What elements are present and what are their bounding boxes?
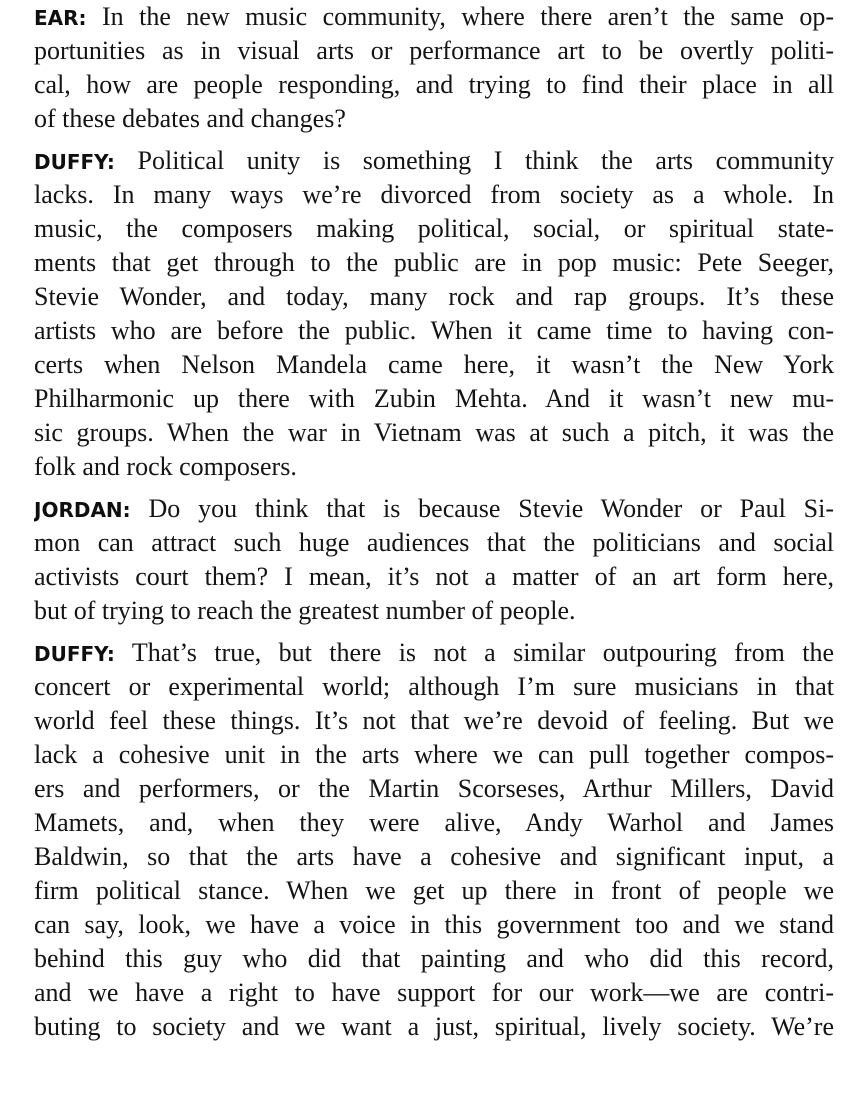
text-line: but of trying to reach the greatest number of people. [34, 596, 576, 625]
text-line: cal, how are people responding, and trying to find their place in all [34, 70, 834, 99]
document-page [34, 0, 834, 1118]
line-text: Do you think that is because Stevie Wonder or Paul Si- [148, 494, 834, 523]
text-line: and we have a right to have support for our work—we are contri- [34, 978, 834, 1007]
text-line: of these debates and changes? [34, 104, 346, 133]
text-line [34, 492, 834, 526]
line-text: In the new music community, where there aren’t the same op- [102, 2, 834, 31]
text-line: sic groups. When the war in Vietnam was at such a pitch, it was the [34, 418, 834, 447]
text-line: ers and performers, or the Martin Scorseses, Arthur Millers, David [34, 774, 834, 803]
text-line: Mamets, and, when they were alive, Andy Warhol and James [34, 808, 834, 837]
text-line: portunities as in visual arts or performance art to be overtly politi- [34, 36, 834, 65]
text-line [34, 144, 834, 178]
text-line: behind this guy who did that painting and who did this record, [34, 944, 834, 973]
speaker-label: DUFFY: [34, 150, 115, 174]
text-line: firm political stance. When we get up there in front of people we [34, 876, 834, 905]
line-text: Political unity is something I think the arts community [137, 146, 834, 175]
text-line: Baldwin, so that the arts have a cohesive and significant input, a [34, 842, 834, 871]
text-line: lacks. In many ways we’re divorced from society as a whole. In [34, 180, 834, 209]
text-line: activists court them? I mean, it’s not a matter of an art form here, [34, 562, 834, 591]
line-text: That’s true, but there is not a similar outpouring from the [131, 638, 834, 667]
speaker-label: JORDAN: [34, 498, 131, 522]
text-line: lack a cohesive unit in the arts where we can pull together compos- [34, 740, 834, 769]
text-line: artists who are before the public. When it came time to having con- [34, 316, 834, 345]
text-line: concert or experimental world; although I’m sure musicians in that [34, 672, 834, 701]
text-line: music, the composers making political, social, or spiritual state- [34, 214, 834, 243]
text-line: Philharmonic up there with Zubin Mehta. And it wasn’t new mu- [34, 384, 834, 413]
text-line: mon can attract such huge audiences that the politicians and social [34, 528, 834, 557]
speaker-label: EAR: [34, 6, 87, 30]
text-line: ments that get through to the public are in pop music: Pete Seeger, [34, 248, 834, 277]
text-line: buting to society and we want a just, spiritual, lively society. We’re [34, 1012, 834, 1041]
speaker-label: DUFFY: [34, 642, 115, 666]
text-line: Stevie Wonder, and today, many rock and rap groups. It’s these [34, 282, 834, 311]
text-line: folk and rock composers. [34, 452, 297, 481]
text-line [34, 636, 834, 670]
text-line [34, 0, 834, 34]
text-line: certs when Nelson Mandela came here, it wasn’t the New York [34, 350, 834, 379]
text-line: world feel these things. It’s not that we’re devoid of feeling. But we [34, 706, 834, 735]
text-line: can say, look, we have a voice in this government too and we stand [34, 910, 834, 939]
